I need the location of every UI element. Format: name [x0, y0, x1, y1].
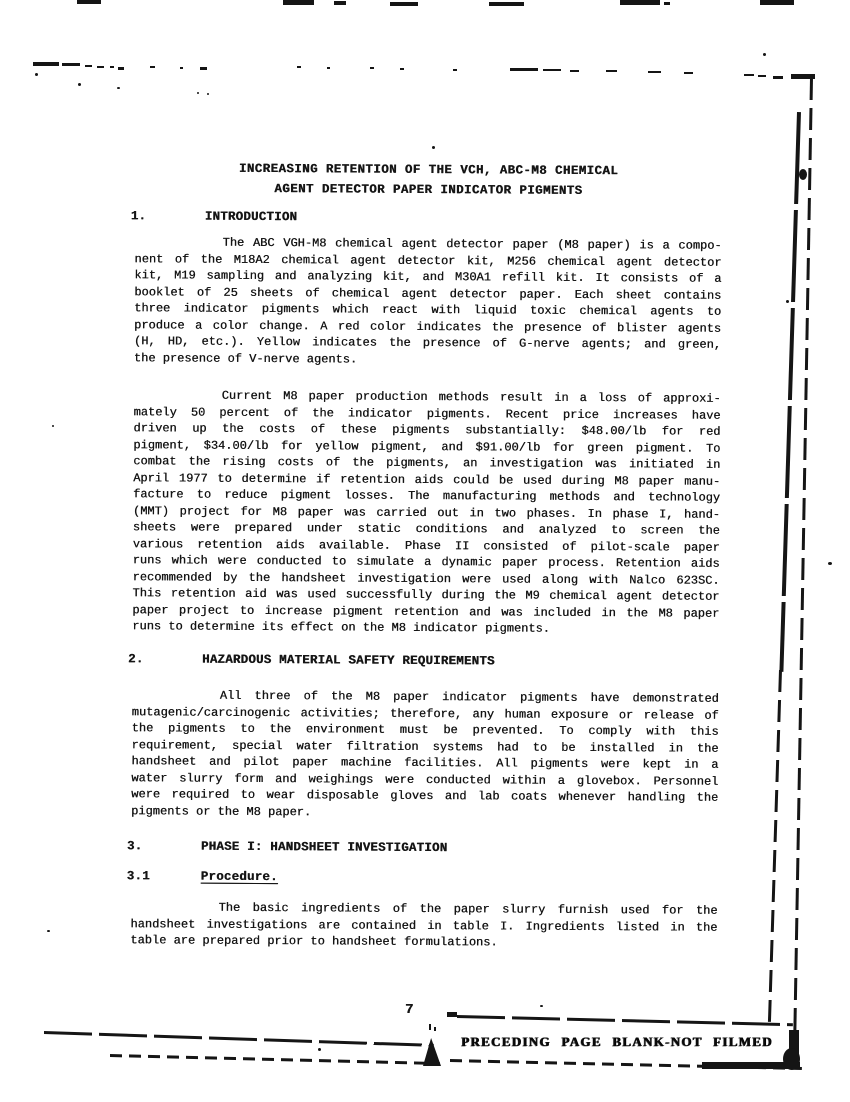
- scan-artifact: [786, 300, 789, 303]
- paragraph-line: driven up the costs of these pigments substantially: $48.00/lb for red: [133, 421, 721, 439]
- scan-artifact: [52, 425, 54, 427]
- document-body: [126, 0, 723, 1102]
- paragraph-procedure-1: [130, 899, 717, 952]
- scan-artifact: [783, 1048, 800, 1070]
- scan-artifact: [47, 930, 50, 932]
- paragraph-line: recommended by the handsheet investigation were used along with Nalco 623SC.: [132, 569, 720, 588]
- page-title: [135, 158, 722, 202]
- scan-artifact: [85, 65, 92, 67]
- scan-artifact: [793, 78, 813, 1063]
- scan-artifact: [779, 112, 801, 672]
- section-title: HAZARDOUS MATERIAL SAFETY REQUIREMENTS: [201, 652, 495, 669]
- scan-artifact: [760, 0, 794, 5]
- scan-artifact: [35, 73, 38, 76]
- scan-artifact: [97, 66, 104, 68]
- scan-artifact: [110, 66, 114, 68]
- scan-artifact: [789, 1030, 799, 1068]
- paragraph-line: sheets were prepared under static conditions and analyzed to screen the: [132, 520, 720, 538]
- paragraph-line: various retention aids available. Phase II consisted of pilot-scale paper: [132, 536, 720, 555]
- paragraph-line: handsheet and pilot paper machine facilities. All pigments were kept in a: [131, 754, 719, 772]
- paragraph-line: three indicator pigments which react with liquid toxic chemical agents to: [134, 301, 722, 319]
- title-line-1: INCREASING RETENTION OF THE VCH, ABC-M8 CHEMICAL: [238, 161, 619, 179]
- paragraph-line: Current M8 paper production methods result in a loss of approxi-: [221, 388, 721, 406]
- paragraph-line: combat the rising costs of the pigments, an investigation was initiated in: [133, 454, 721, 472]
- scan-artifact: [773, 76, 783, 79]
- scan-artifact: [33, 62, 59, 66]
- scan-artifact: [78, 83, 81, 86]
- paragraph-line: runs to determine its effect on the M8 indicator pigments.: [132, 619, 550, 636]
- paragraph-line: table are prepared prior to handsheet formulations.: [130, 933, 498, 950]
- section-number: 1.: [130, 209, 147, 224]
- section-title: PHASE I: HANDSHEET INVESTIGATION: [200, 839, 448, 856]
- scan-artifact: [117, 87, 120, 89]
- section-heading-phase-1: [127, 839, 448, 855]
- scan-artifact: [791, 74, 815, 79]
- scan-artifact: [763, 53, 766, 56]
- paragraph-line: pigment, $34.00/lb for yellow pigment, and $91.00/lb for green pigment. To: [133, 437, 721, 456]
- paragraph-line: The ABC VGH-M8 chemical agent detector paper (M8 paper) is a compo-: [222, 235, 722, 253]
- paragraph-line: (MMT) project for M8 paper was carried out in two phases. In phase I, hand-: [132, 503, 720, 522]
- scan-artifact: [799, 169, 807, 180]
- scan-artifact: [758, 75, 766, 77]
- scan-artifact: [62, 63, 80, 66]
- paragraph-line: runs which were conducted to simulate a dynamic paper process. Retention aids: [132, 553, 720, 571]
- paragraph-intro-2: [132, 387, 721, 638]
- section-heading-hazardous-material: [128, 652, 495, 668]
- paragraph-line: mutagenic/carcinogenic activities; therefore, any human exposure or release of: [131, 704, 719, 723]
- paragraph-line: kit, M19 sampling and analyzing kit, and M30A1 refill kit. It consists of a: [134, 268, 722, 286]
- paragraph-line: mately 50 percent of the indicator pigments. Recent price increases have: [133, 404, 721, 423]
- section-heading-introduction: [131, 209, 298, 224]
- scan-artifact: [702, 1062, 800, 1069]
- paragraph-line: pigments or the M8 paper.: [131, 803, 312, 819]
- paragraph-line: the presence of V-nerve agents.: [133, 350, 358, 367]
- section-heading-procedure: [127, 869, 278, 884]
- section-number: 2.: [127, 652, 144, 667]
- paragraph-intro-1: [134, 234, 722, 370]
- paragraph-line: the pigments to the environment must be prevented. To comply with this: [131, 721, 719, 739]
- section-number: 3.1: [126, 869, 150, 884]
- paragraph-line: facture to reduce pigment losses. The manufacturing methods and technology: [132, 487, 721, 505]
- scan-artifact: [828, 562, 832, 565]
- section-number: 3.: [126, 839, 143, 854]
- title-line-2: AGENT DETECTOR PAPER INDICATOR PIGMENTS: [274, 182, 583, 198]
- paragraph-line: All three of the M8 paper indicator pigments have demonstrated: [219, 688, 719, 706]
- section-title: Procedure.: [200, 869, 278, 885]
- paragraph-hazmat-1: [131, 687, 719, 823]
- paragraph-line: nent of the M18A2 chemical agent detector kit, M256 chemical agent detector: [134, 251, 722, 270]
- paragraph-line: This retention aid was used successfully during the M9 chemical agent detector: [132, 586, 720, 604]
- paragraph-line: were required to wear disposable gloves and lab coats whenever handling the: [131, 787, 719, 805]
- paragraph-line: requirement, special water filtration systems had to be installed in the: [131, 737, 719, 756]
- scan-artifact: [744, 74, 754, 76]
- scan-artifact: [768, 670, 782, 1022]
- scan-artifact: [77, 0, 101, 4]
- paragraph-line: (H, HD, etc.). Yellow indicates the presence of G-nerve agents; and green,: [133, 334, 721, 352]
- paragraph-line: paper project to increase pigment retention and was included in the M8 paper: [132, 602, 720, 621]
- page-number: 7: [405, 1002, 414, 1018]
- scan-artifact: [118, 67, 124, 70]
- paragraph-line: April 1977 to determine if retention aids could be used during M8 paper manu-: [133, 470, 721, 489]
- paragraph-line: handsheet investigations are contained in table I. Ingredients listed in the: [130, 916, 718, 935]
- paragraph-line: produce a color change. A red color indicates the presence of blister agents: [134, 317, 722, 336]
- paragraph-line: The basic ingredients of the paper slurry furnish used for the: [218, 900, 718, 918]
- preceding-page-blank-stamp: PRECEDING PAGE BLANK-NOT FILMED: [461, 1034, 773, 1049]
- section-title: INTRODUCTION: [204, 209, 298, 225]
- paragraph-line: booklet of 25 sheets of chemical agent detector paper. Each sheet contains: [134, 284, 722, 303]
- paragraph-line: water slurry form and weighings were conducted within a glovebox. Personnel: [131, 770, 719, 789]
